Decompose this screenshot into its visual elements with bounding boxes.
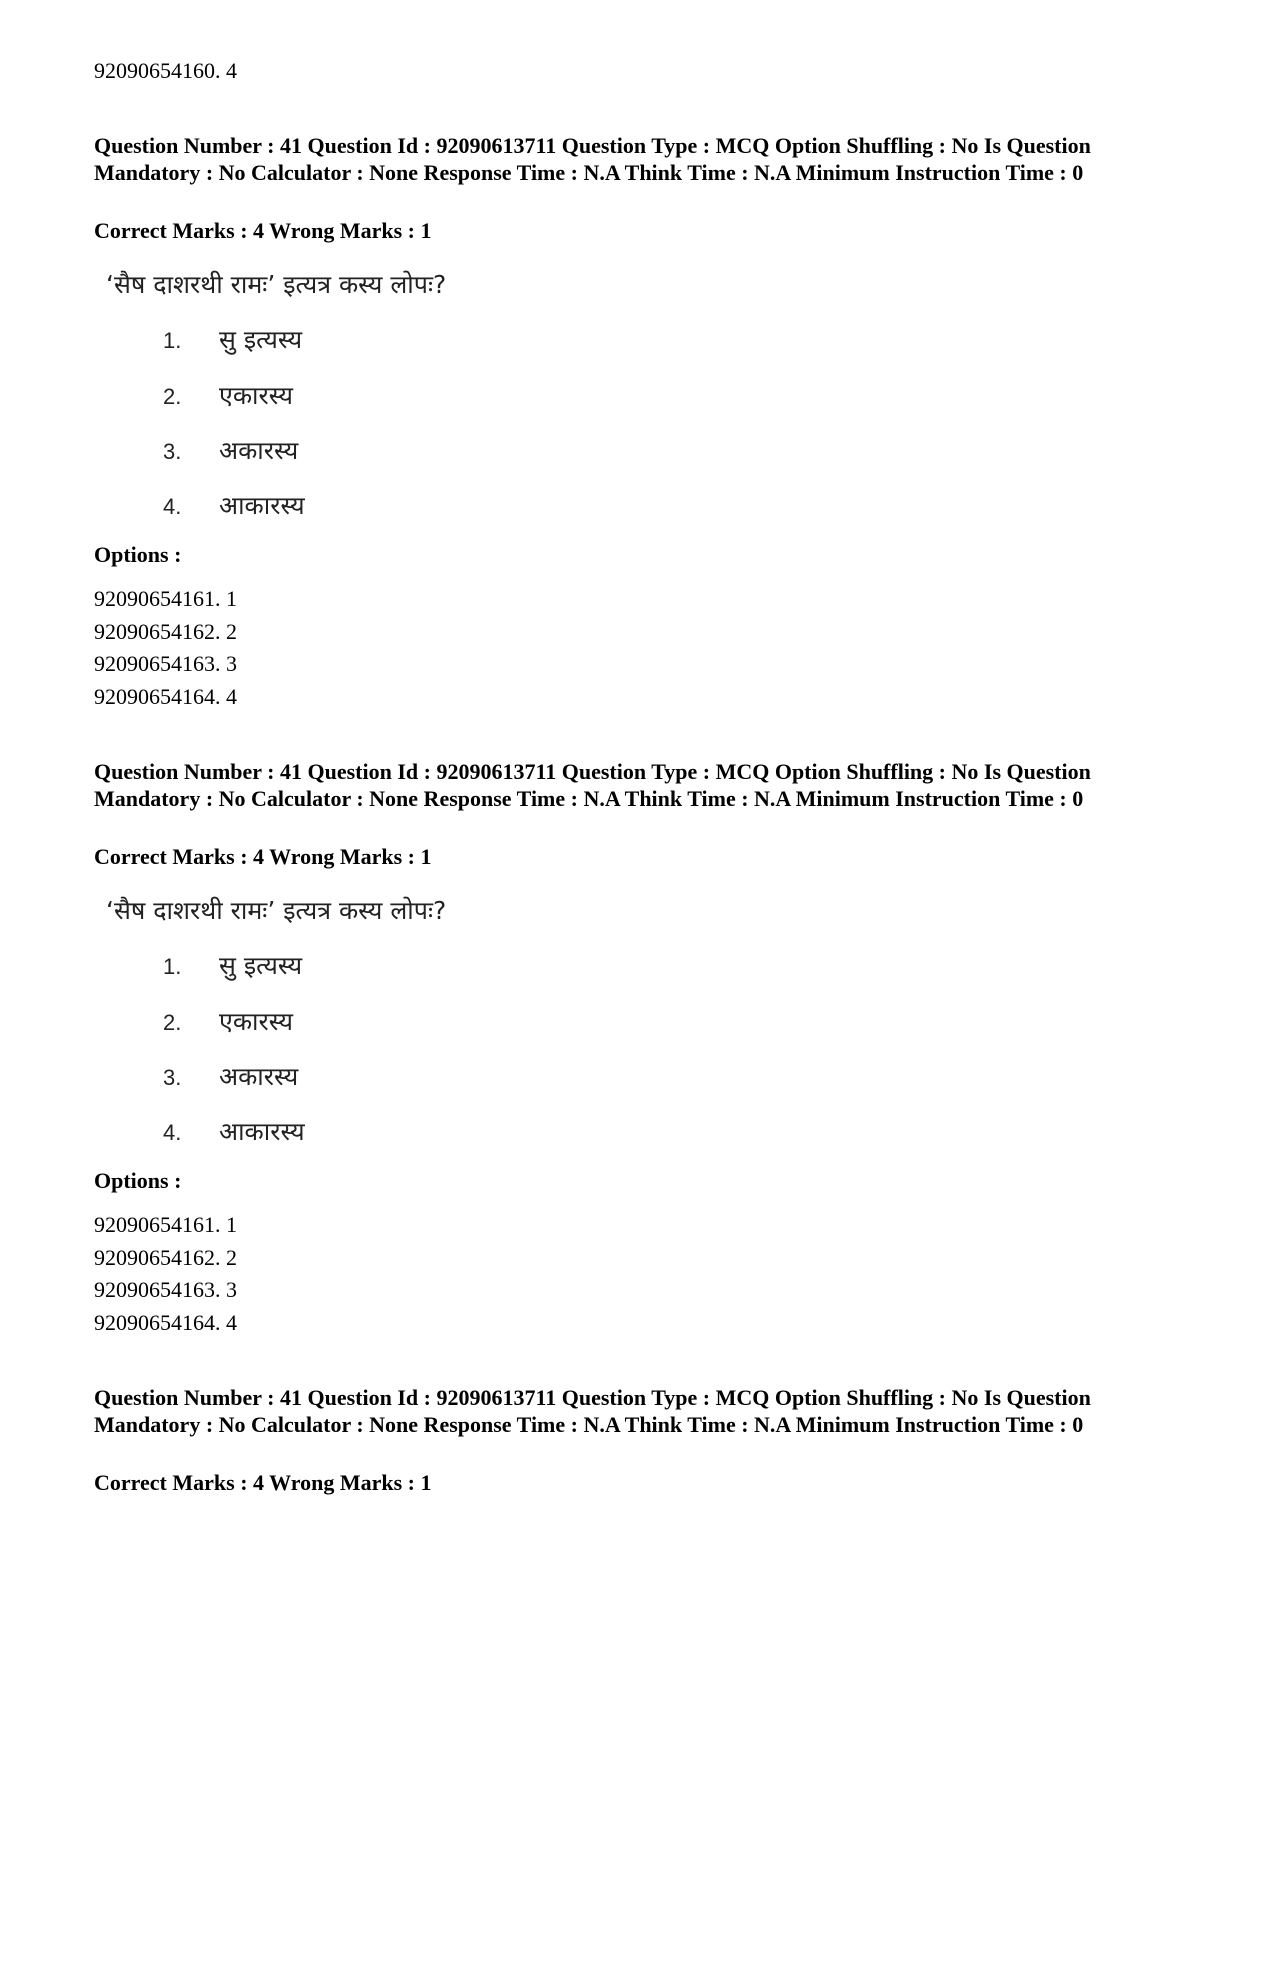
choice-number: 4.: [163, 1120, 182, 1145]
marks-line: Correct Marks : 4 Wrong Marks : 1: [94, 218, 432, 243]
choice-number: 1.: [163, 328, 182, 353]
option-id-line: 92090654162. 2: [94, 618, 237, 644]
question-block: [0, 132, 1275, 732]
choice-text: एकारस्य: [219, 1007, 293, 1036]
options-label: Options :: [94, 1168, 182, 1193]
choice-item: [163, 433, 298, 467]
choice-item: [163, 1004, 293, 1038]
question-text: ‘सैष दाशरथी रामः’ इत्यत्र कस्य लोपः?: [106, 270, 447, 299]
marks-line: Correct Marks : 4 Wrong Marks : 1: [94, 1470, 432, 1495]
choice-number: 1.: [163, 954, 182, 979]
question-block: [0, 1384, 1275, 1984]
choice-text: अकारस्य: [219, 436, 299, 465]
marks-line: Correct Marks : 4 Wrong Marks : 1: [94, 844, 432, 869]
option-id-line: 92090654164. 4: [94, 1309, 237, 1335]
option-id-line: 92090654164. 4: [94, 683, 237, 709]
choice-text: आकारस्य: [219, 1117, 305, 1146]
choice-number: 2.: [163, 1010, 182, 1035]
question-header: Question Number : 41 Question Id : 92090613711 Question Type : MCQ Option Shuffling : No Is Question Mandatory : No Calculator : None Response Time : N.A Think Time : N.A Minimum Instruction Time : 0: [94, 133, 1091, 185]
option-id-line: 92090654162. 2: [94, 1244, 237, 1270]
choice-text: सु इत्यस्य: [219, 951, 303, 980]
choice-text: अकारस्य: [219, 1062, 299, 1091]
question-header: Question Number : 41 Question Id : 92090613711 Question Type : MCQ Option Shuffling : No Is Question Mandatory : No Calculator : None Response Time : N.A Think Time : N.A Minimum Instruction Time : 0: [94, 759, 1091, 811]
choice-item: [163, 322, 302, 356]
choice-number: 4.: [163, 494, 182, 519]
choice-number: 2.: [163, 384, 182, 409]
choice-text: सु इत्यस्य: [219, 325, 303, 354]
options-label: Options :: [94, 542, 182, 567]
option-id-line: 92090654163. 3: [94, 651, 237, 676]
question-header: Question Number : 41 Question Id : 92090613711 Question Type : MCQ Option Shuffling : No Is Question Mandatory : No Calculator : None Response Time : N.A Think Time : N.A Minimum Instruction Time : 0: [94, 1385, 1091, 1437]
question-block: [0, 758, 1275, 1358]
option-id-line: 92090654163. 3: [94, 1277, 237, 1302]
choice-item: [163, 1059, 298, 1093]
choice-number: 3.: [163, 439, 182, 464]
choice-item: [163, 948, 302, 982]
option-id-line: 92090654161. 1: [94, 1212, 237, 1237]
option-id-line: 92090654161. 1: [94, 586, 237, 611]
previous-option-line: 92090654160. 4: [94, 58, 237, 83]
choice-text: एकारस्य: [219, 381, 293, 410]
choice-number: 3.: [163, 1065, 182, 1090]
question-text: ‘सैष दाशरथी रामः’ इत्यत्र कस्य लोपः?: [106, 896, 447, 925]
choice-text: आकारस्य: [219, 491, 305, 520]
choice-item: [163, 488, 305, 522]
choice-item: [163, 1114, 305, 1148]
choice-item: [163, 378, 293, 412]
